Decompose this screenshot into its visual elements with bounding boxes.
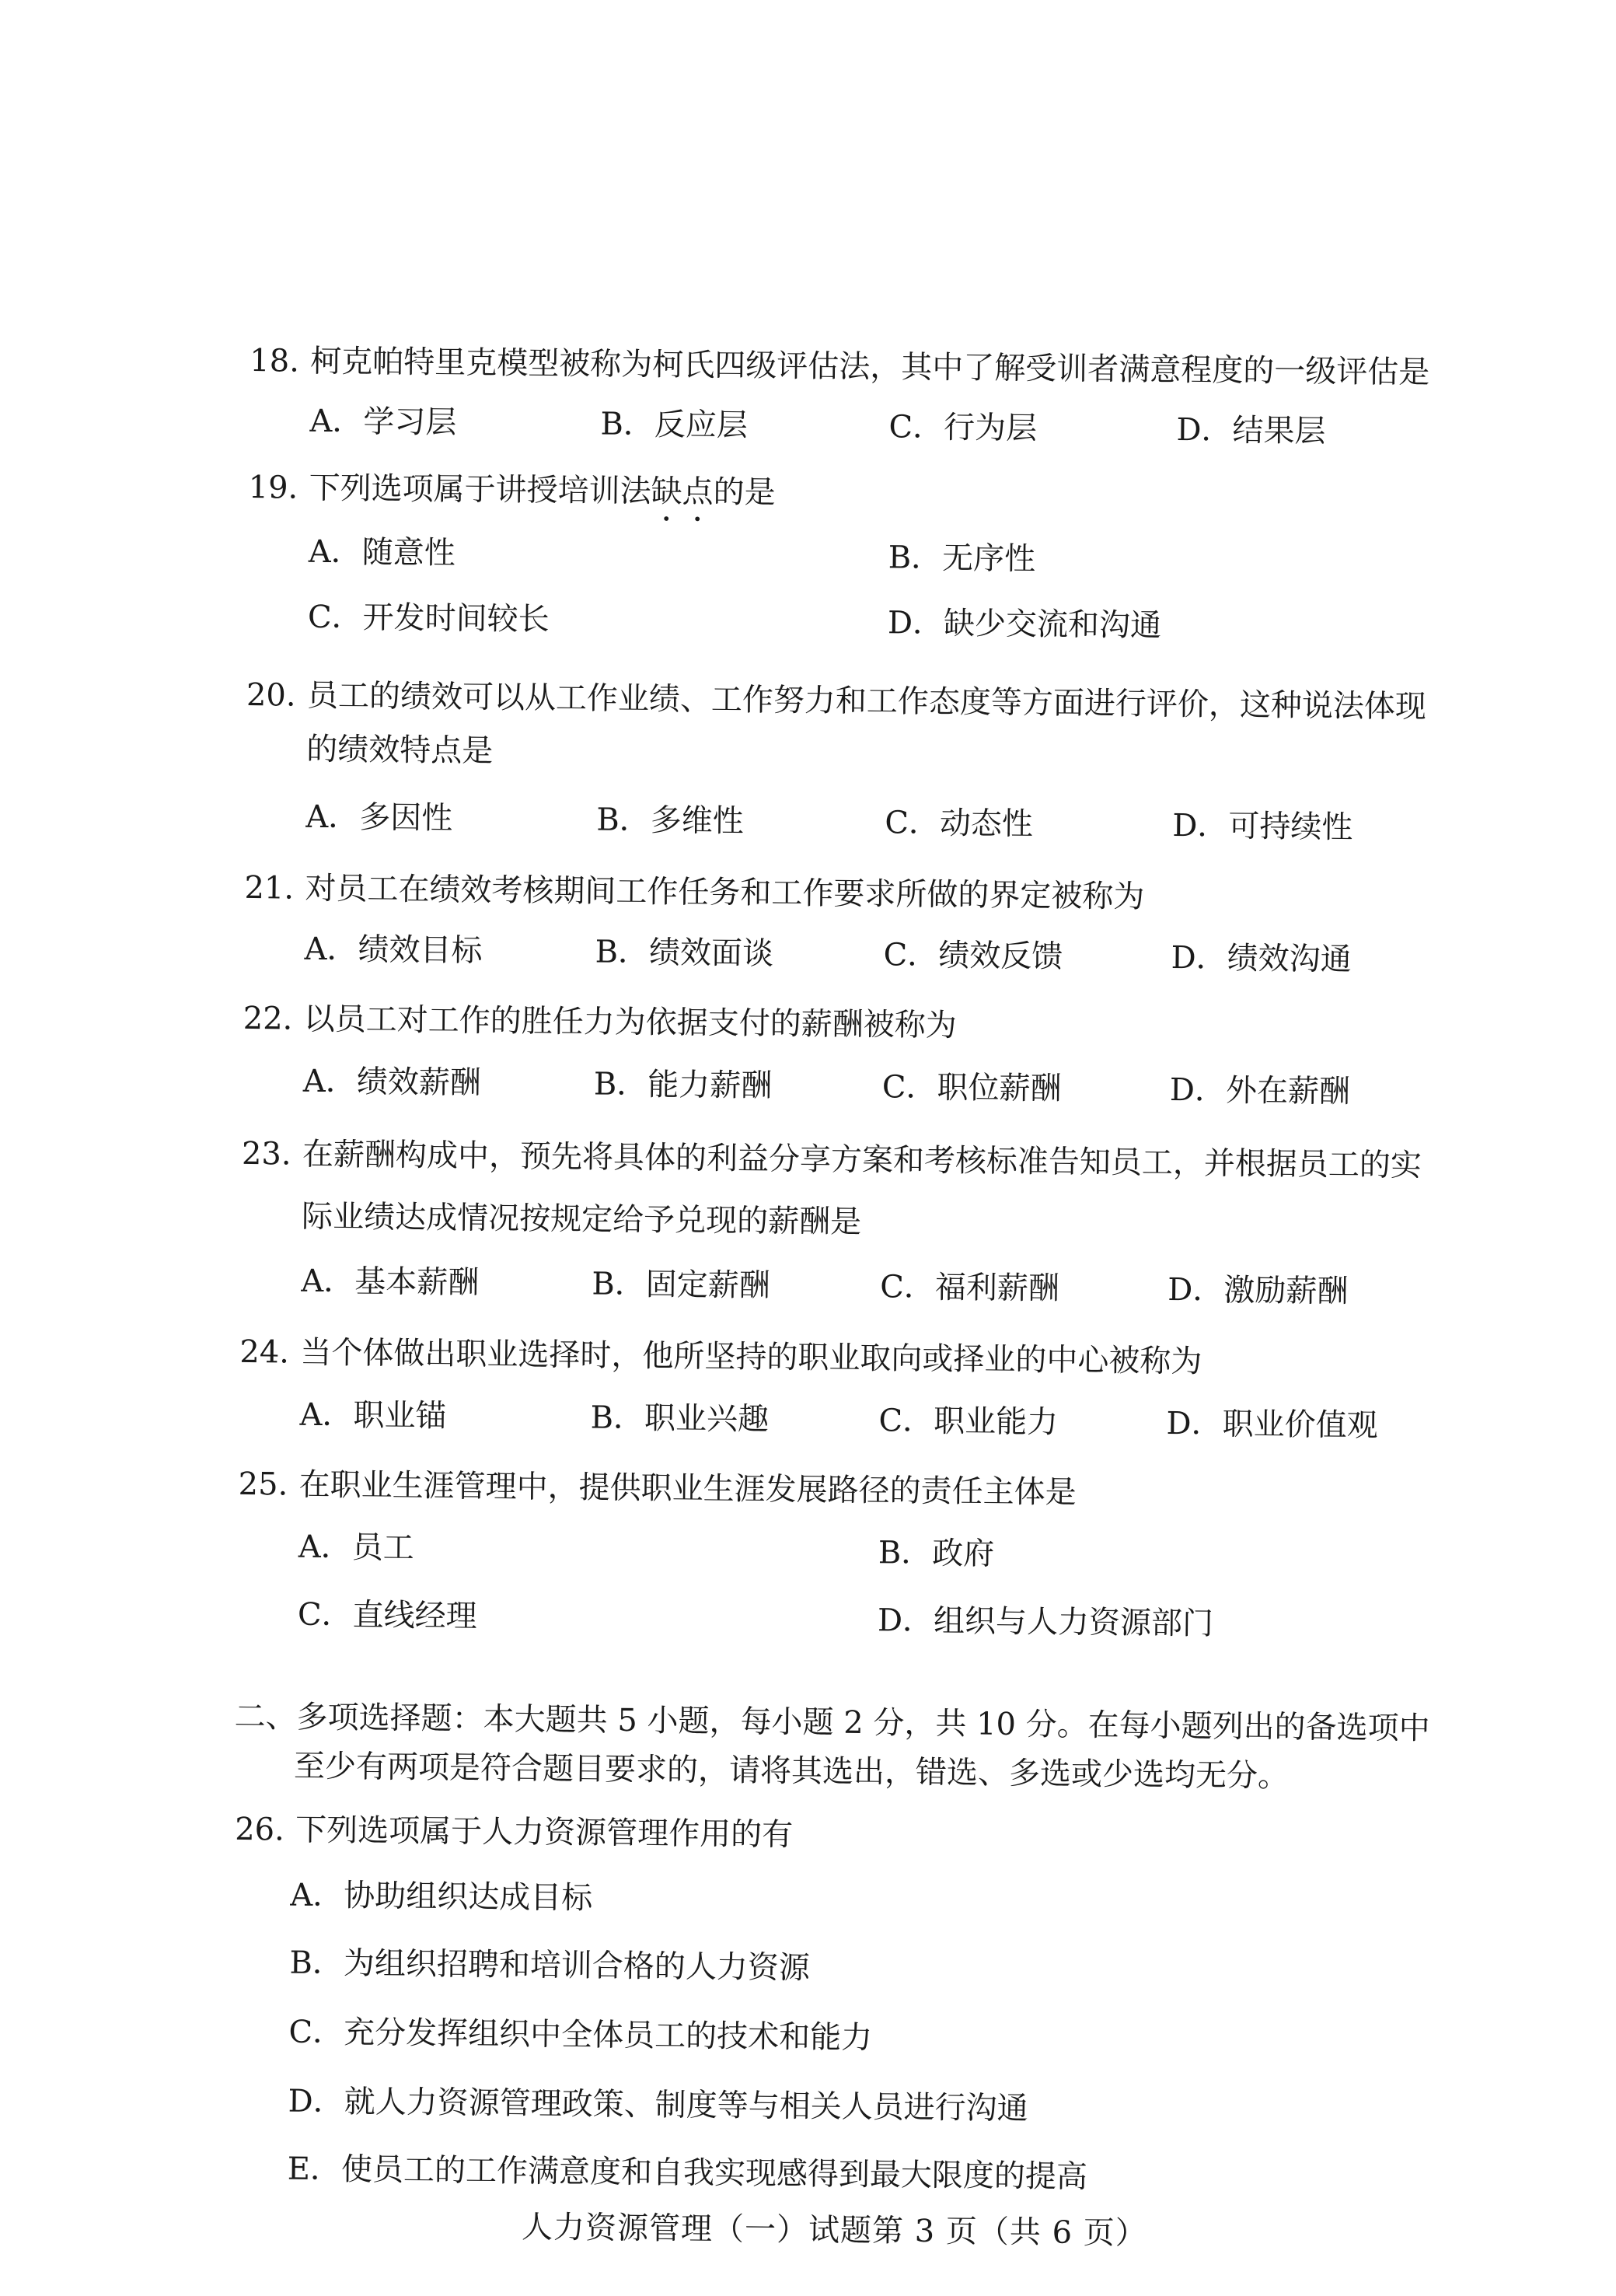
question-number: 19. [248,469,298,506]
option-b: B．固定薪酬 [592,1266,770,1304]
option-c: C．动态性 [885,805,1034,843]
question-stem: 以员工对工作的胜任力为依据支付的薪酬被称为 [303,1001,957,1044]
question-number: 21. [244,869,295,907]
option-b: B．为组织招聘和培训合格的人力资源 [289,1945,811,1987]
option-c: C．行为层 [888,409,1038,447]
option-a: A．职业锚 [299,1396,447,1435]
option-a: A．员工 [298,1529,414,1567]
option-c: C．开发时间较长 [307,599,550,638]
question-stem: 柯克帕特里克模型被称为柯氏四级评估法，其中了解受训者满意程度的一级评估是 [310,343,1430,391]
question-number: 23. [241,1135,291,1172]
question-stem: 当个体做出职业选择时，他所坚持的职业取向或择业的中心被称为 [300,1334,1202,1380]
option-d: D．职业价值观 [1166,1405,1378,1444]
option-d: D．激励薪酬 [1167,1271,1349,1310]
option-a: A．协助组织达成目标 [290,1877,593,1917]
question-stem: 在职业生涯管理中，提供职业生涯发展路径的责任主体是 [298,1466,1077,1511]
option-b: B．多维性 [596,802,744,840]
question-number: 20. [246,676,296,714]
option-e: E．使员工的工作满意度和自我实现感得到最大限度的提高 [287,2151,1088,2195]
exam-page [1,0,1578,2270]
option-b: B．政府 [878,1535,995,1572]
question-18 [23,0,1578,449]
question-stem-continued: 际业绩达成情况按规定给予兑现的薪酬是 [301,1198,862,1240]
stem-emphasis: 缺点 [651,474,714,511]
option-d: D．结果层 [1176,412,1326,449]
option-c: C．福利薪酬 [880,1269,1060,1307]
question-stem: 下列选项属于人力资源管理作用的有 [295,1812,794,1854]
question-stem: 在薪酬构成中，预先将具体的利益分享方案和考核标准告知员工，并根据员工的实 [302,1136,1422,1184]
option-d: D．可持续性 [1172,808,1353,846]
option-c: C．职业能力 [878,1403,1059,1441]
option-d: D．外在薪酬 [1169,1072,1351,1110]
option-b: B．绩效面谈 [595,934,774,972]
option-c: C．绩效反馈 [883,937,1063,975]
option-b: B．能力薪酬 [593,1066,773,1104]
option-b: B．职业兴趣 [590,1400,770,1438]
question-number: 24. [239,1333,290,1371]
option-d: D．绩效沟通 [1171,940,1352,978]
section-heading-line: 二、多项选择题：本大题共 5 小题，每小题 2 分，共 10 分。在每小题列出的备选项中 [234,1698,1430,1747]
stem-text-before: 下列选项属于讲授培训法 [309,470,651,510]
question-number: 25. [238,1466,288,1503]
question-number: 26. [234,1811,285,1848]
option-b: B．反应层 [600,406,749,444]
option-c: C．直线经理 [297,1596,477,1635]
option-b: B．无序性 [888,540,1036,578]
option-a: A．绩效薪酬 [302,1063,482,1102]
question-stem-continued: 的绩效特点是 [306,731,494,770]
question-stem [309,470,775,512]
stem-text-after: 的是 [713,474,776,511]
option-a: A．随意性 [308,533,455,571]
option-d: D．组织与人力资源部门 [877,1602,1214,1642]
question-number: 22. [243,1000,293,1037]
page-footer: 人力资源管理（一）试题第 3 页（共 6 页） [521,2209,1147,2252]
section-heading-line: 至少有两项是符合题目要求的，请将其选出，错选、多选或少选均无分。 [293,1748,1290,1795]
option-a: A．基本薪酬 [301,1263,480,1302]
question-stem: 员工的绩效可以从工作业绩、工作努力和工作态度等方面进行评价，这种说法体现 [306,677,1427,725]
option-a: A．多因性 [305,799,453,837]
option-a: A．学习层 [309,403,457,441]
question-number: 18. [250,342,300,379]
question-stem: 对员工在绩效考核期间工作任务和工作要求所做的界定被称为 [305,870,1145,915]
option-d: D．就人力资源管理政策、制度等与相关人员进行沟通 [288,2083,1028,2127]
option-d: D．缺少交流和沟通 [887,605,1162,644]
option-a: A．绩效目标 [304,931,483,970]
option-c: C．充分发挥组织中全体员工的技术和能力 [288,2014,873,2057]
option-c: C．职位薪酬 [881,1069,1062,1107]
